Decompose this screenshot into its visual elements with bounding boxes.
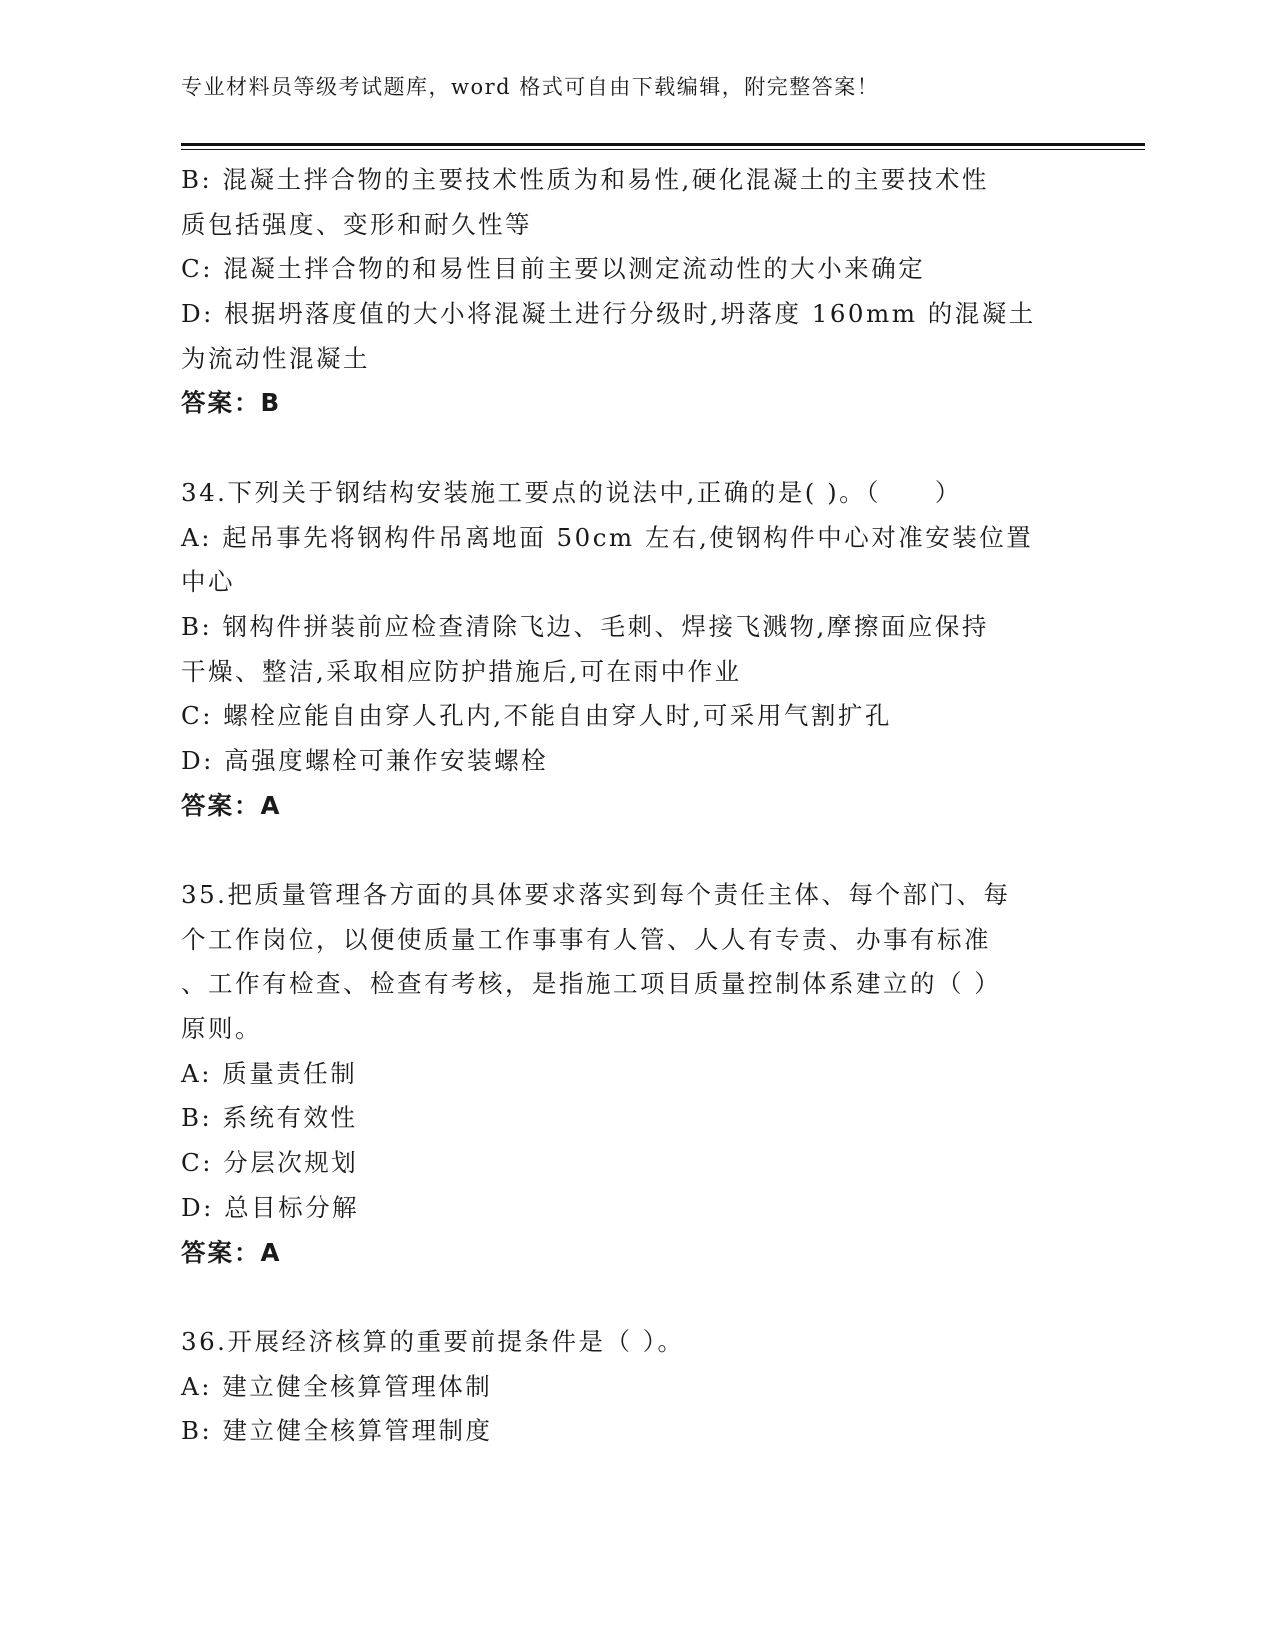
q36-question: 36.开展经济核算的重要前提条件是（ ）。 [181, 1326, 685, 1356]
q35-question-line3: 、工作有检查、检查有考核，是指施工项目质量控制体系建立的（ ） [181, 969, 1002, 999]
q35-question-line1: 35.把质量管理各方面的具体要求落实到每个责任主体、每个部门、每 [181, 880, 1011, 909]
q33-answer: 答案：B [181, 388, 282, 418]
q35-option-b: B: 系统有效性 [181, 1103, 358, 1133]
q33-option-b-line1: B: 混凝土拌合物的主要技术性质为和易性,硬化混凝土的主要技术性 [181, 165, 989, 194]
q35-question-line4: 原则。 [181, 1014, 262, 1044]
spacer [181, 1275, 1061, 1320]
q34-answer: 答案：A [181, 790, 282, 820]
q35-option-d: D: 总目标分解 [181, 1192, 360, 1222]
q33-option-d-line2: 为流动性混凝土 [181, 343, 370, 373]
q33-option-c: C: 混凝土拌合物的和易性目前主要以测定流动性的大小来确定 [181, 254, 926, 284]
q34-option-b-line1: B: 钢构件拼装前应检查清除飞边、毛刺、焊接飞溅物,摩擦面应保持 [181, 611, 989, 641]
q34-question: 34.下列关于钢结构安装施工要点的说法中,正确的是( )。（ ） [181, 477, 962, 507]
q35-question-line2: 个工作岗位，以便使质量工作事事有人管、人人有专责、办事有标准 [181, 924, 991, 954]
q34-option-a-line2: 中心 [181, 567, 235, 597]
header-rule-thin [181, 149, 1145, 150]
q34-option-b-line2: 干燥、整洁,采取相应防护措施后,可在雨中作业 [181, 656, 742, 686]
spacer [181, 426, 1061, 471]
q34-option-a-line1: A: 起吊事先将钢构件吊离地面 50cm 左右,使钢构件中心对准安装位置 [181, 522, 1034, 552]
q33-option-d-line1: D: 根据坍落度值的大小将混凝土进行分级时,坍落度 160mm 的混凝土 [181, 299, 1036, 329]
q34-option-c: C: 螺栓应能自由穿人孔内,不能自由穿人时,可采用气割扩孔 [181, 701, 892, 731]
q36-option-b: B: 建立健全核算管理制度 [181, 1416, 493, 1446]
q35-answer: 答案：A [181, 1237, 282, 1267]
q33-option-b-line2: 质包括强度、变形和耐久性等 [181, 209, 532, 239]
spacer [181, 828, 1061, 873]
document-body [181, 158, 1061, 1454]
header-rule-thick [181, 143, 1145, 146]
q34-option-d: D: 高强度螺栓可兼作安装螺栓 [181, 745, 549, 775]
q35-option-a: A: 质量责任制 [181, 1058, 358, 1088]
page-header: 专业材料员等级考试题库，word 格式可自由下载编辑，附完整答案！ [181, 75, 880, 99]
q36-option-a: A: 建立健全核算管理体制 [181, 1371, 493, 1401]
q35-option-c: C: 分层次规划 [181, 1148, 359, 1178]
